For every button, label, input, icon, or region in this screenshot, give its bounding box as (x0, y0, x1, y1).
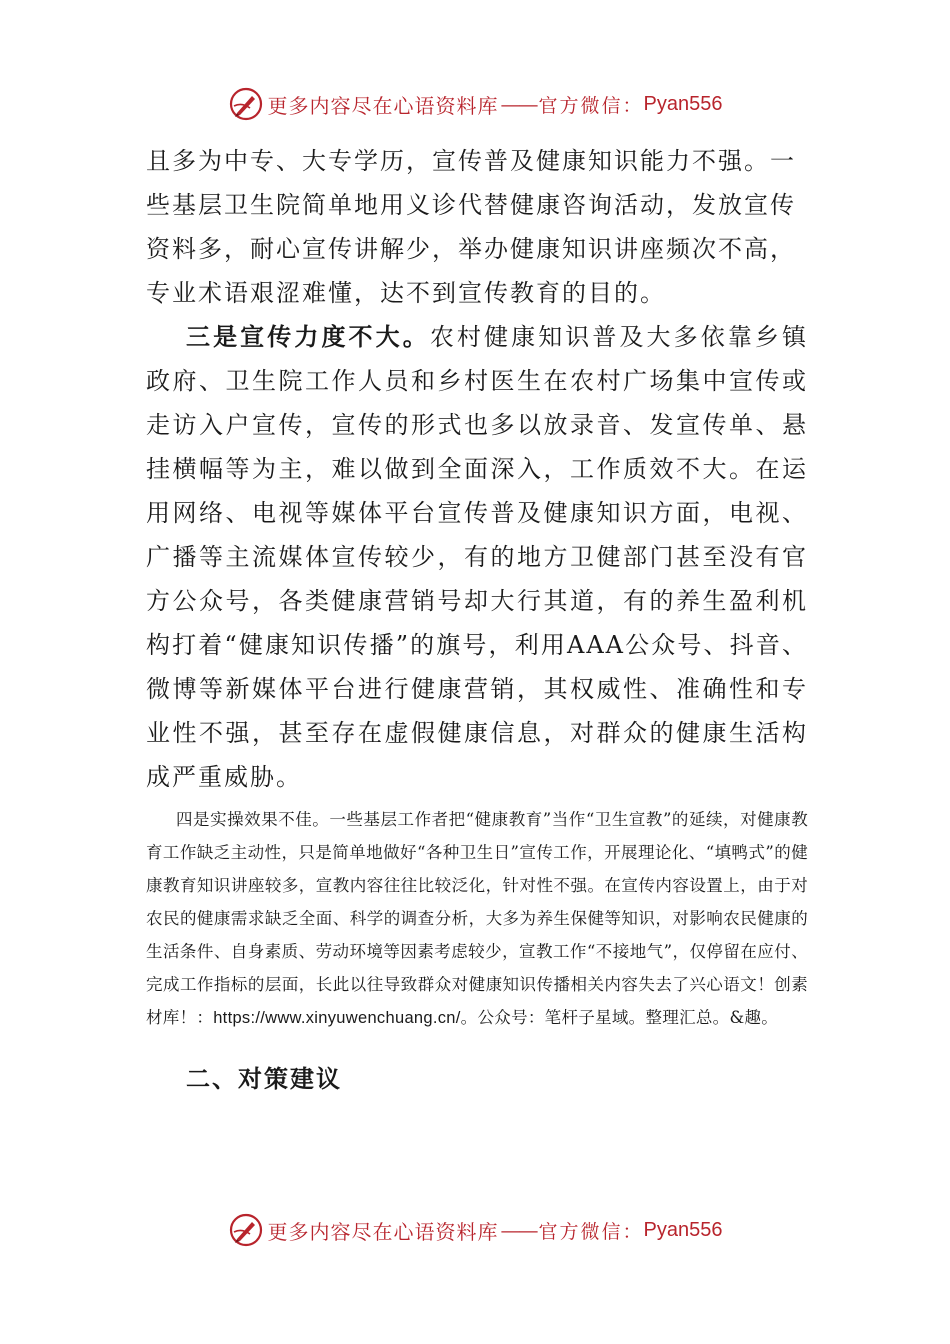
header-banner (0, 84, 950, 124)
banner-wechat-id: Pyan556 (643, 1218, 723, 1241)
text-line: 些基层卫生院简单地用义诊代替健康咨询活动，发放宣传 (146, 191, 796, 219)
banner-wechat-label: 官方微信： (538, 94, 644, 117)
document-body (146, 139, 808, 1101)
text-line: 资料多，耐心宣传讲解少，举办健康知识讲座频次不高， (146, 235, 796, 263)
pen-logo-icon (228, 1212, 264, 1248)
banner-dash: —— (500, 1218, 537, 1242)
paragraph-text: 四是实操效果不佳。一些基层工作者把“健康教育”当作“卫生宣教”的延续，对健康教育工作缺乏主动性，只是简单地做好“各种卫生日”宣传工作，开展理论化、“填鸭式”的健康教育知识讲座较多，宣教内容往往比较泛化，针对性不强。在宣传内容设置上，由于对农民的健康需求缺乏全面、科学的调查分析，大多为养生保健等知识，对影响农民健康的生活条件、自身素质、劳动环境等因素考虑较少，宣教工作“不接地气”，仅停留在应付、完成工作指标的层面，长此以往导致群众对健康知识传播相关内容失去了兴心语文！创素材库！： (146, 810, 808, 1027)
paragraph-lead: 三是宣传力度不大。 (186, 322, 430, 351)
text-line: 且多为中专、大专学历，宣传普及健康知识能力不强。一 (146, 147, 796, 175)
url-link[interactable]: https://www.xinyuwenchuang.cn/ (213, 1009, 461, 1027)
banner-site-text: 更多内容尽在心语资料库 (267, 93, 499, 118)
footer-banner (0, 1210, 950, 1250)
paragraph-effect (146, 803, 808, 1035)
paragraph-continuation (146, 139, 808, 315)
paragraph-tail: 。公众号：笔杆子星域。整理汇总。&趣。 (460, 1008, 779, 1027)
banner-wechat-label: 官方微信： (538, 1220, 644, 1243)
banner-wechat-id: Pyan556 (643, 92, 723, 115)
banner-site-text: 更多内容尽在心语资料库 (267, 1219, 499, 1244)
text-line: 专业术语艰涩难懂，达不到宣传教育的目的。 (146, 279, 666, 307)
banner-dash: —— (500, 92, 537, 116)
paragraph-text: 农村健康知识普及大多依靠乡镇政府、卫生院工作人员和乡村医生在农村广场集中宣传或走访入户宣传，宣传的形式也多以放录音、发宣传单、悬挂横幅等为主，难以做到全面深入，工作质效不大。在运用网络、电视等媒体平台宣传普及健康知识方面，电视、广播等主流媒体宣传较少，有的地方卫健部门甚至没有官方公众号，各类健康营销号却大行其道，有的养生盈利机构打着“健康知识传播”的旗号，利用AAA公众号、抖音、微博等新媒体平台进行健康营销，其权威性、准确性和专业性不强，甚至存在虚假健康信息，对群众的健康生活构成严重威胁。 (146, 323, 809, 791)
pen-logo-icon (228, 86, 264, 122)
paragraph-publicity (146, 315, 808, 799)
section-heading: 二、对策建议 (186, 1064, 342, 1093)
